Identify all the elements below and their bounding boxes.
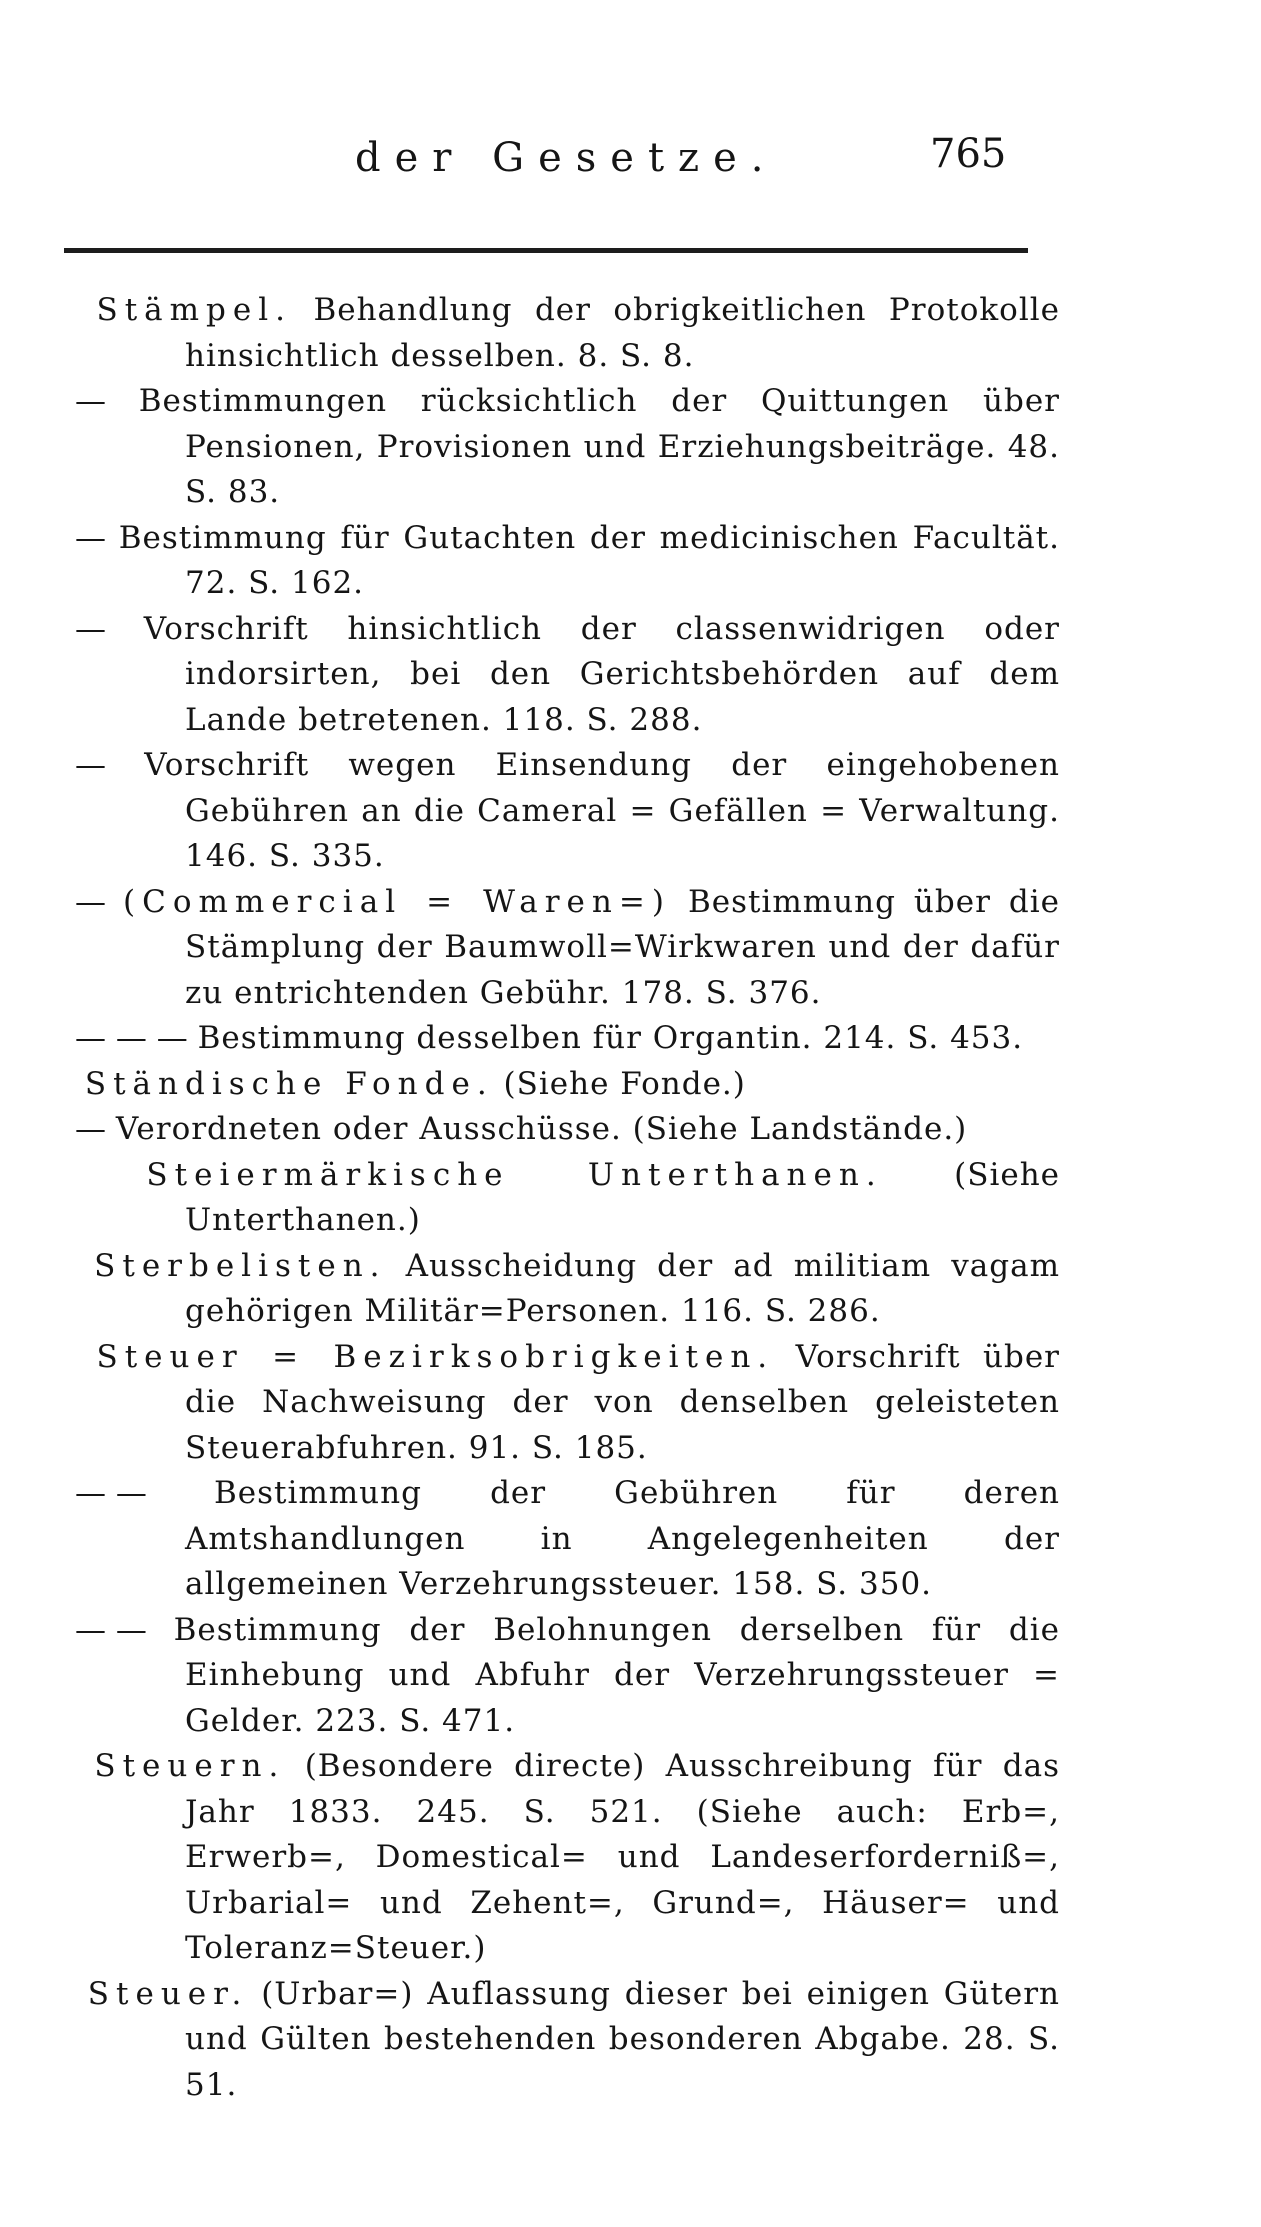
entry-heading: Steuern. — [94, 1748, 286, 1784]
running-head: der Gesetze. — [355, 135, 778, 181]
entry-heading: Stämpel. — [96, 292, 292, 328]
entry-dash: — — [75, 610, 106, 647]
entry-text: Bestimmung der Belohnungen derselben für die Einhebung und Abfuhr der Verzehrungssteuer = Gelder. 223. S. 471. — [173, 1611, 1060, 1739]
entry-text: Behandlung der obrigkeitlichen Protokolle hinsichtlich desselben. 8. S. 8. — [185, 292, 1060, 374]
entry-text: (Siehe Unterthanen.) — [185, 1156, 1061, 1238]
index-entry — [75, 1016, 1060, 1062]
index-entry — [75, 1471, 1060, 1608]
entry-heading: Steuer. — [87, 1975, 249, 2012]
entry-text: Bestimmung für Gutachten der medicinischen Facultät. 72. S. 162. — [118, 519, 1060, 601]
entry-text: (Siehe Fonde.) — [503, 1065, 746, 1102]
index-entry — [75, 1153, 1060, 1244]
index-entry — [75, 1107, 1060, 1153]
entry-text: Bestimmung der Gebühren für deren Amtshandlungen in Angelegenheiten der allgemeinen Verzehrungssteuer. 158. S. 350. — [185, 1475, 1060, 1602]
index-entry — [75, 1744, 1060, 1972]
entry-text: Bestimmungen rücksichtlich der Quittungen über Pensionen, Provisionen und Erziehungsbeiträge. 48. S. 83. — [138, 383, 1060, 510]
entry-dash: — — [75, 883, 106, 920]
entry-text: Verordneten oder Ausschüsse. (Siehe Landstände.) — [115, 1111, 968, 1147]
entry-text: Vorschrift wegen Einsendung der eingehobenen Gebühren an die Cameral = Gefällen = Verwaltung. 146. S. 335. — [144, 747, 1060, 874]
entry-text: (Besondere directe) Ausschreibung für das Jahr 1833. 245. S. 521. (Siehe auch: Erb=, Erwerb=, Domestical= und Landeserforderniß=, Urbarial= und Zehent=, Grund=, Häuser= und Toleranz=Steuer.) — [185, 1748, 1061, 1966]
index-entry — [75, 516, 1060, 607]
index-entry — [75, 1972, 1060, 2109]
header-rule — [64, 248, 1028, 253]
entry-heading: Ständische Fonde. — [84, 1065, 494, 1102]
entry-dash: — — — [75, 1475, 147, 1511]
entry-text: Bestimmung desselben für Organtin. 214. S. 453. — [197, 1020, 1024, 1056]
entry-text: Bestimmung über die Stämplung der Baumwoll=Wirkwaren und der dafür zu entrichtenden Gebühr. 178. S. 376. — [185, 883, 1060, 1011]
index-entry — [75, 880, 1060, 1017]
index-entry — [75, 1244, 1060, 1335]
entry-dash: — — [75, 1111, 106, 1147]
index-entry — [75, 379, 1060, 516]
entry-text: Ausscheidung der ad militiam vagam gehörigen Militär=Personen. 116. S. 286. — [185, 1247, 1060, 1329]
index-entry — [75, 1608, 1060, 1745]
index-entry — [75, 288, 1060, 379]
entry-dash: — — [75, 519, 106, 556]
index-entries — [75, 288, 1060, 2108]
entry-dash: — — [75, 383, 106, 419]
entry-heading: (Commercial = Waren=) — [123, 883, 671, 920]
index-entry — [75, 1062, 1060, 1108]
entry-text: (Urbar=) Auflassung dieser bei einigen Gütern und Gülten bestehenden besonderen Abgabe. 28. S. 51. — [185, 1975, 1061, 2103]
entry-heading: Steuer = Bezirksobrigkeiten. — [96, 1338, 775, 1375]
entry-dash: — — — [75, 1611, 147, 1648]
entry-text: Vorschrift über die Nachweisung der von denselben geleisteten Steuerabfuhren. 91. S. 185. — [185, 1338, 1060, 1466]
index-entry — [75, 607, 1060, 744]
page-number: 765 — [930, 131, 1007, 177]
entry-heading: Steiermärkische Unterthanen. — [146, 1156, 883, 1193]
index-entry — [75, 1335, 1060, 1472]
entry-heading: Sterbelisten. — [94, 1247, 387, 1284]
entry-dash: — — [75, 747, 106, 783]
index-entry — [75, 743, 1060, 880]
entry-text: Vorschrift hinsichtlich der classenwidrigen oder indorsirten, bei den Gerichtsbehörden auf dem Lande betretenen. 118. S. 288. — [143, 610, 1060, 738]
entry-dash: — — — — [75, 1020, 188, 1056]
